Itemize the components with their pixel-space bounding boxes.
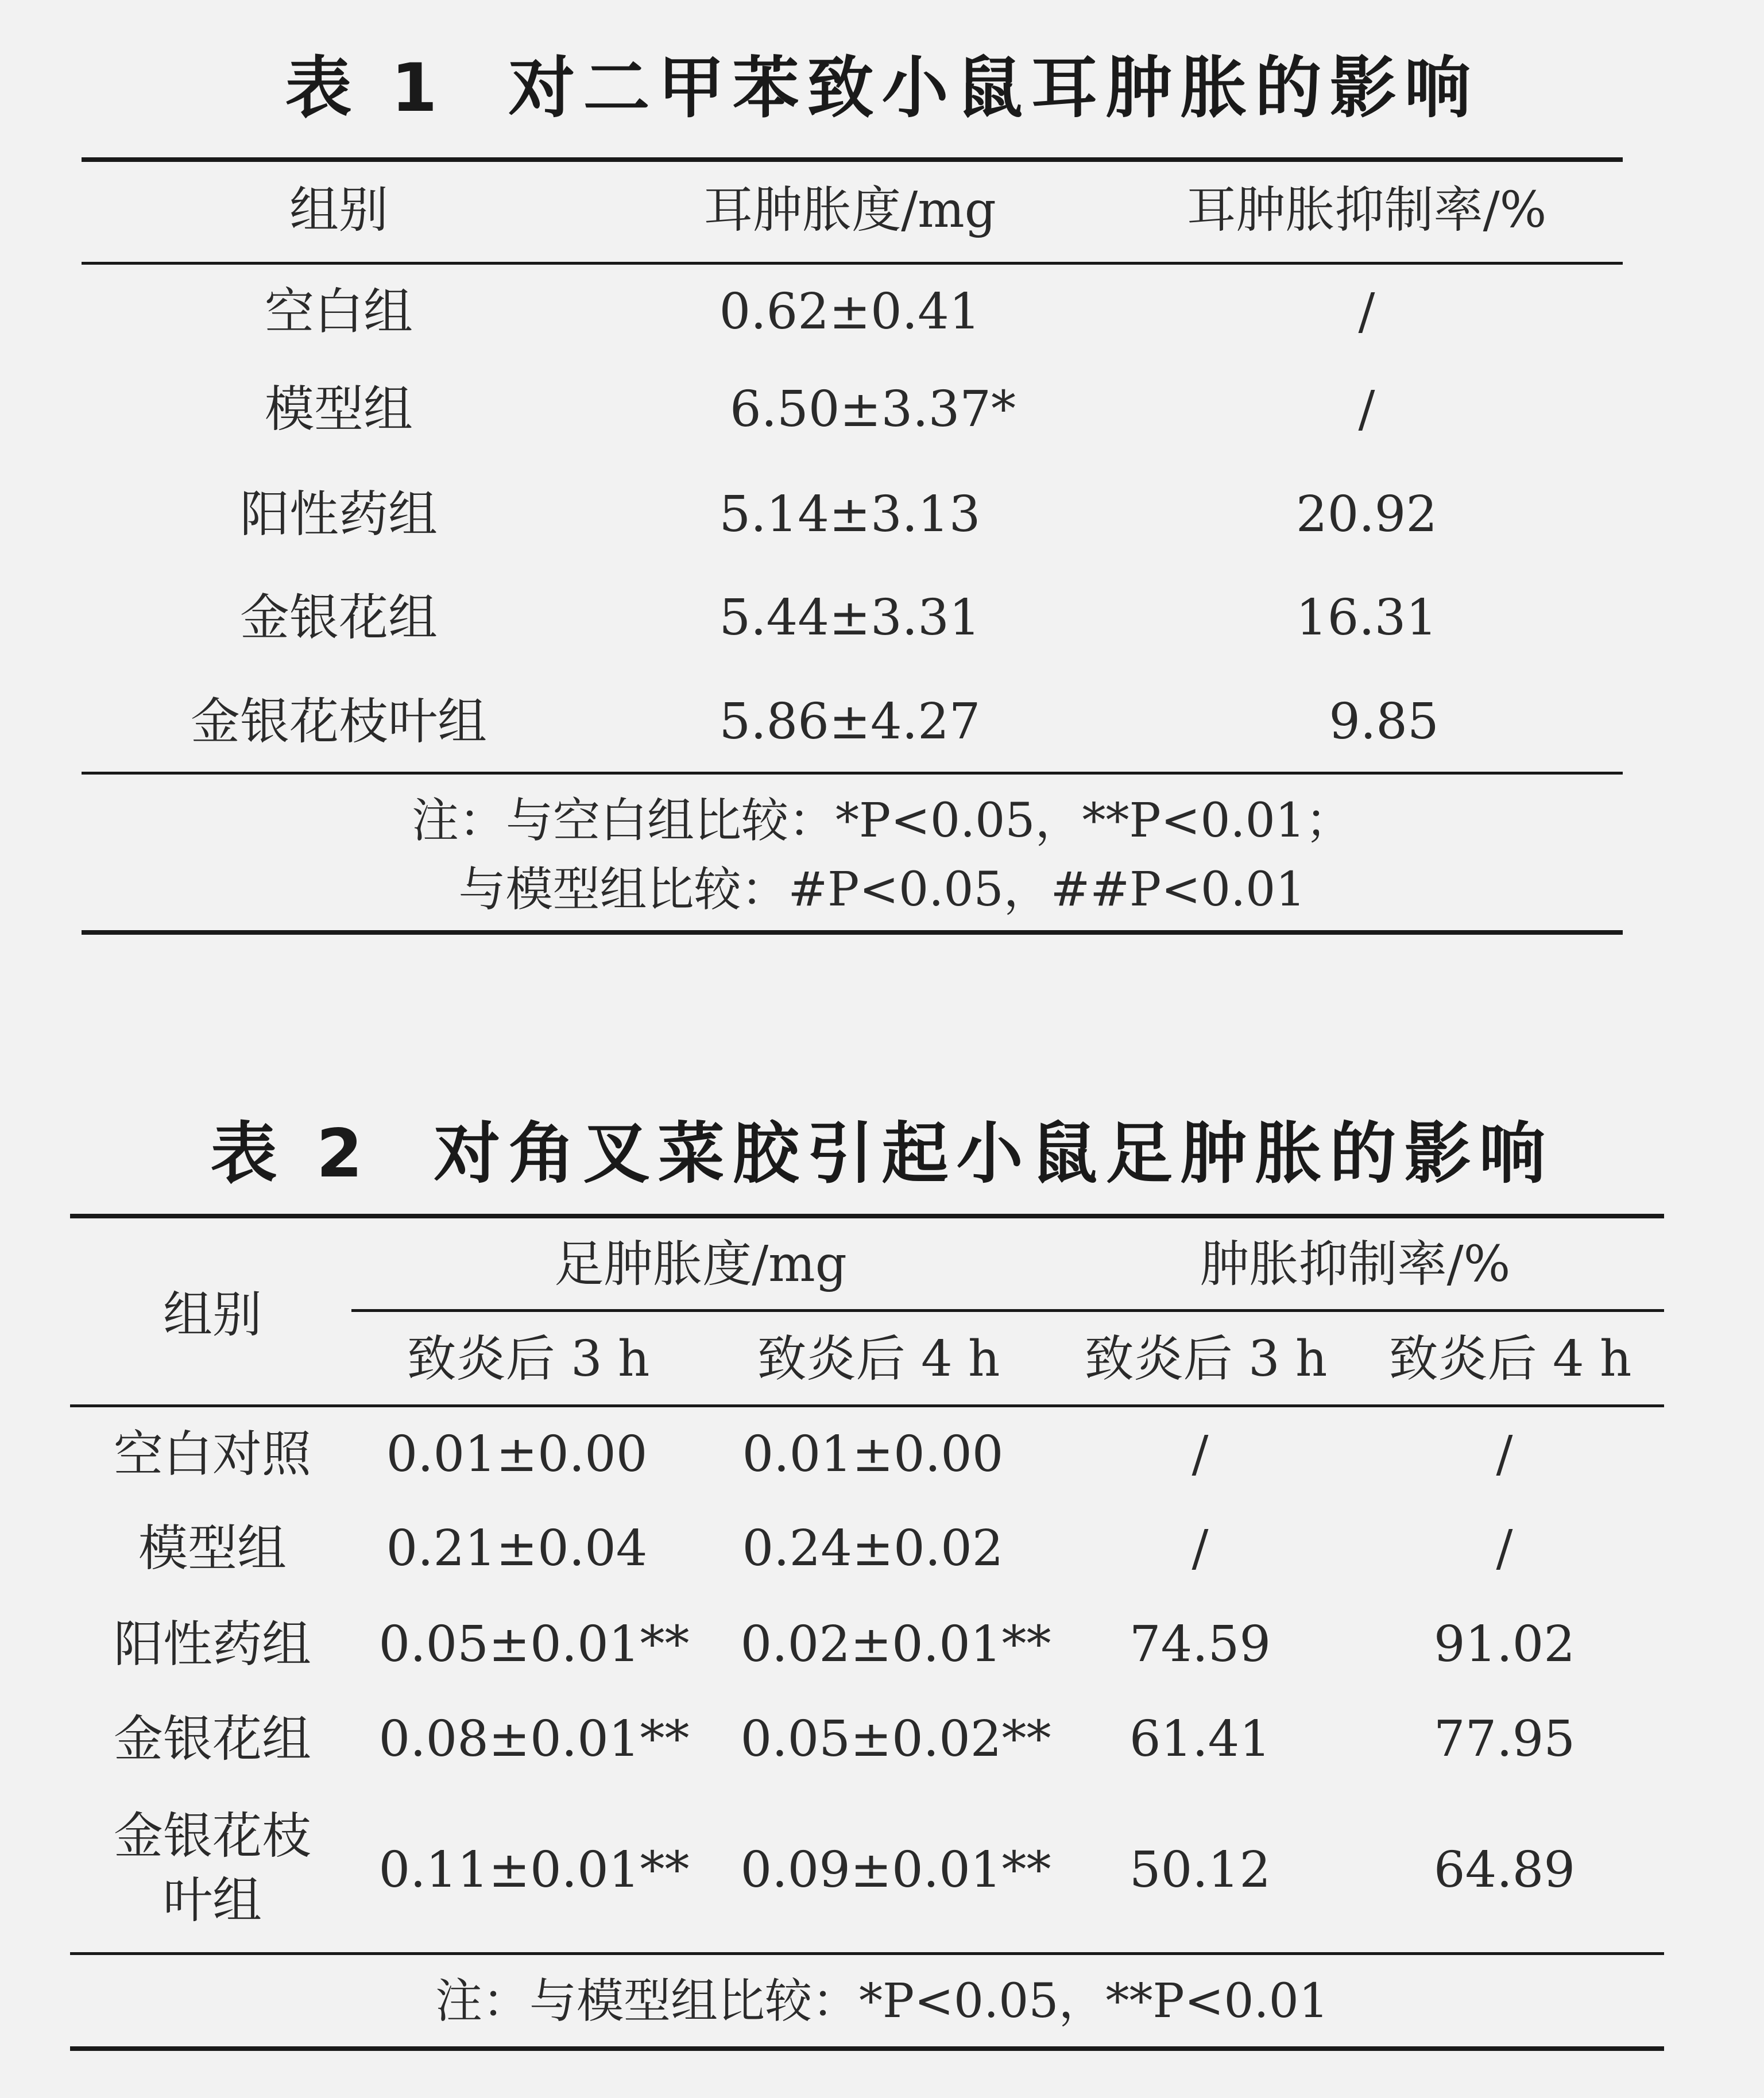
table1-header-group: 组别 [289, 181, 388, 239]
table2-row5-group-line1: 金银花枝 [114, 1807, 311, 1865]
table2-bottom-rule [70, 2046, 1664, 2051]
table2-caption-number: 表 2 [210, 1115, 371, 1193]
table1-header-inhibition: 耳肿胀抑制率/% [1186, 181, 1547, 239]
table2-row5-inhibition-4h: 64.89 [1433, 1841, 1576, 1899]
table1-top-rule [82, 157, 1623, 162]
table2-row2-group: 模型组 [138, 1520, 287, 1577]
table2-row1-inhibition-3h: / [1192, 1426, 1209, 1483]
table1-note-line1: 注：与空白组比较：*P<0.05，**P<0.01； [412, 793, 1352, 848]
table1-caption-title: 对二甲苯致小鼠耳肿胀的影响 [508, 49, 1479, 127]
table1-row4-inhibition: 16.31 [1295, 589, 1438, 647]
table2-row2-swelling-3h: 0.21±0.04 [386, 1520, 648, 1577]
table2-header-rule [70, 1404, 1664, 1407]
table2-caption [0, 1100, 1764, 1196]
table2-row2-swelling-4h: 0.24±0.02 [742, 1520, 1004, 1577]
table2-row4-inhibition-4h: 77.95 [1433, 1710, 1576, 1768]
table1-row3-inhibition: 20.92 [1295, 486, 1438, 543]
table2-row3-inhibition-4h: 91.02 [1433, 1616, 1576, 1673]
table2-row3-inhibition-3h: 74.59 [1129, 1616, 1271, 1673]
table1-row2-group: 模型组 [265, 381, 413, 438]
table1-row4-group: 金银花组 [240, 589, 438, 647]
table2-row1-swelling-3h: 0.01±0.00 [386, 1426, 648, 1483]
table2-row5-group-line2: 叶组 [163, 1872, 262, 1929]
table2-header-swelling: 足肿胀度/mg [554, 1236, 847, 1293]
table2-top-rule [70, 1214, 1664, 1218]
table2-row2-inhibition-3h: / [1192, 1520, 1209, 1577]
table1-row3-swelling: 5.14±3.13 [719, 486, 981, 543]
table1-bottom-rule [82, 930, 1623, 935]
table1-header-rule [82, 262, 1623, 265]
table1-caption [0, 34, 1764, 130]
table2-row5-swelling-4h: 0.09±0.01** [740, 1841, 1051, 1899]
table1-body-rule [82, 772, 1623, 775]
table2-row1-group: 空白对照 [114, 1426, 311, 1483]
table2-row2-inhibition-4h: / [1496, 1520, 1513, 1577]
table2-row5-group [86, 1804, 339, 1933]
table2-row3-group: 阳性药组 [114, 1616, 311, 1673]
table2-subheader-inhibition-3h: 致炎后 3 h [1084, 1330, 1328, 1388]
table2-subheader-swelling-3h: 致炎后 3 h [407, 1330, 650, 1388]
table1-row1-group: 空白组 [265, 283, 413, 340]
table1-row5-inhibition: 9.85 [1329, 693, 1439, 750]
table2-row4-inhibition-3h: 61.41 [1129, 1710, 1271, 1768]
table2-header-group-rule [351, 1309, 1664, 1312]
table1-note-line2: 与模型组比较：#P<0.05，##P<0.01 [458, 862, 1306, 917]
table2-header-group: 组别 [163, 1286, 262, 1344]
table2-row4-group: 金银花组 [114, 1710, 311, 1768]
table1-row1-inhibition: / [1358, 283, 1375, 340]
table2-subheader-swelling-4h: 致炎后 4 h [757, 1330, 1000, 1388]
table2-row1-inhibition-4h: / [1496, 1426, 1513, 1483]
table2-row3-swelling-3h: 0.05±0.01** [378, 1616, 690, 1673]
table1-caption-number: 表 1 [285, 49, 446, 127]
table2-row5-swelling-3h: 0.11±0.01** [378, 1841, 690, 1899]
table2-row3-swelling-4h: 0.02±0.01** [740, 1616, 1051, 1673]
table1-row2-swelling: 6.50±3.37* [729, 381, 1016, 438]
table2-row1-swelling-4h: 0.01±0.00 [742, 1426, 1004, 1483]
table1-row2-inhibition: / [1358, 381, 1375, 438]
table1-row5-group: 金银花枝叶组 [191, 693, 487, 750]
table1-row4-swelling: 5.44±3.31 [719, 589, 981, 647]
table2-row4-swelling-4h: 0.05±0.02** [740, 1710, 1051, 1768]
table2-row5-inhibition-3h: 50.12 [1129, 1841, 1271, 1899]
table1-row1-swelling: 0.62±0.41 [719, 283, 981, 340]
table1-row3-group: 阳性药组 [240, 486, 438, 543]
table1-row5-swelling: 5.86±4.27 [719, 693, 981, 750]
table2-body-rule [70, 1952, 1664, 1955]
table2-row4-swelling-3h: 0.08±0.01** [378, 1710, 690, 1768]
table2-note: 注：与模型组比较：*P<0.05，**P<0.01 [435, 1974, 1329, 2029]
table2-subheader-inhibition-4h: 致炎后 4 h [1388, 1330, 1632, 1388]
table1-header-swelling: 耳肿胀度/mg [703, 181, 996, 239]
table2-caption-title: 对角叉菜胶引起小鼠足肿胀的影响 [434, 1115, 1554, 1193]
table2-header-inhibition: 肿胀抑制率/% [1200, 1236, 1511, 1293]
